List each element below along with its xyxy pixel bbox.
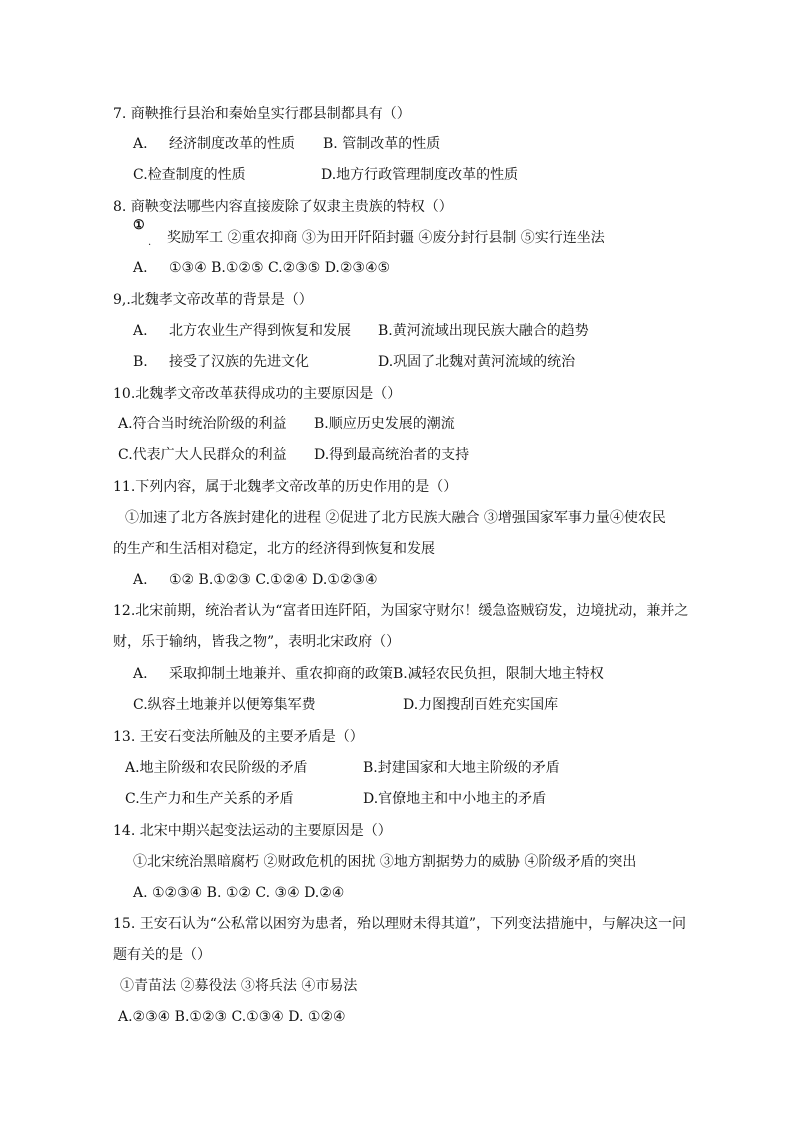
question-7-option-d: D.地方行政管理制度改革的性质 [321,167,519,183]
question-8-item-dot: . [148,237,152,248]
question-13-option-d: D.官僚地主和中小地主的矛盾 [363,791,547,807]
question-7-option-b: B. 管制改革的性质 [323,136,441,152]
question-14-stem: 14. 北宋中期兴起变法运动的主要原因是（） [113,823,392,839]
question-8-option-a-label: A. [133,260,148,276]
question-9-option-b: B.黄河流域出现民族大融合的趋势 [378,323,589,339]
question-13-options-row-1 [125,758,725,778]
question-8-stem: 8. 商鞅变法哪些内容直接废除了奴隶主贵族的特权（） [113,199,453,215]
question-9-option-a-text: 北方农业生产得到恢复和发展 [169,323,351,339]
question-13-option-c: C.生产力和生产关系的矛盾 [125,791,294,807]
question-10-option-a: A.符合当时统治阶级的利益 [118,416,287,432]
question-10-option-c: C.代表广大人民群众的利益 [118,447,287,463]
question-9-options-row-1 [133,321,733,341]
question-12-option-a-label: A. [133,666,148,682]
question-14-items: ①北宋统治黑暗腐朽 ②财政危机的困扰 ③地方割据势力的威胁 ④阶级矛盾的突出 [133,854,637,870]
question-11-options: ①② B.①②③ C.①②④ D.①②③④ [169,572,378,588]
question-15-items: ①青苗法 ②募役法 ③将兵法 ④市易法 [120,978,358,994]
question-15-stem-line-2: 题有关的是（） [113,947,211,963]
question-11-option-a-label: A. [133,572,148,588]
question-15-options: A.②③④ B.①②③ C.①③④ D. ①②④ [118,1009,346,1025]
question-13-option-a: A.地主阶级和农民阶级的矛盾 [125,760,308,776]
question-9-options-row-2 [133,352,733,372]
question-8-item-marker: ① [133,218,145,233]
question-8-options-row [133,258,733,278]
question-11-stem: 11.下列内容，属于北魏孝文帝改革的历史作用的是（） [113,479,458,495]
question-12-stem-line-2: 财，乐于输纳，皆我之物”，表明北宋政府（） [113,634,401,650]
question-11-items-line-2: 的生产和生活相对稳定，北方的经济得到恢复和发展 [113,541,435,557]
question-10-options-row-2 [118,445,718,465]
question-12-option-b: B.减轻农民负担，限制大地主特权 [393,666,604,682]
question-15-stem-line-1: 15. 王安石认为“公私常以困穷为患者，殆以理财未得其道”，下列变法措施中，与解决这一问 [113,916,687,932]
question-9-stem: 9,.北魏孝文帝改革的背景是（） [113,292,313,308]
question-11-items-line-1: ①加速了北方各族封建化的进程 ②促进了北方民族大融合 ③增强国家军事力量④使农民 [125,510,666,526]
question-7-stem: 7. 商鞅推行县治和秦始皇实行郡县制都具有（） [113,106,411,122]
question-7-option-a-text: 经济制度改革的性质 [169,136,295,152]
question-7-option-c: C.检查制度的性质 [133,167,246,183]
question-10-stem: 10.北魏孝文帝改革获得成功的主要原因是（） [113,386,402,402]
question-12-options-row-1 [133,664,733,684]
question-12-stem-line-1: 12.北宋前期，统治者认为“富者田连阡陌，为国家守财尔！缓急盗贼窃发，边境扰动，兼并之 [113,603,689,619]
question-10-option-b: B.顺应历史发展的潮流 [314,416,455,432]
question-8-items: 奖励军工 ②重农抑商 ③为田开阡陌封疆 ④废分封行县制 ⑤实行连坐法 [167,230,605,246]
question-12-options-row-2 [133,695,733,715]
question-10-options-row-1 [118,414,718,434]
question-14-options: A. ①②③④ B. ①② C. ③④ D.②④ [133,885,345,901]
question-7-option-a-label: A. [133,136,148,152]
question-12-option-c: C.纵容土地兼并以便筹集军费 [133,697,316,713]
question-9-option-b-label: B. [133,354,148,370]
question-11-options-row [133,570,733,590]
question-7-options-row-2 [133,165,733,185]
question-10-option-d: D.得到最高统治者的支持 [314,447,470,463]
question-13-options-row-2 [125,789,725,809]
question-7-options-row-1 [133,134,733,154]
question-9-option-b-text: 接受了汉族的先进文化 [169,354,309,370]
question-12-option-a-text: 采取抑制土地兼并、重农抑商的政策 [169,666,393,682]
question-9-option-a-label: A. [133,323,148,339]
question-13-stem: 13. 王安石变法所触及的主要矛盾是（） [113,729,364,745]
question-13-option-b: B.封建国家和大地主阶级的矛盾 [363,760,560,776]
question-8-options: ①③④ B.①②⑤ C.②③⑤ D.②③④⑤ [169,260,391,276]
question-9-option-d: D.巩固了北魏对黄河流域的统治 [378,354,576,370]
question-12-option-d: D.力图搜刮百姓充实国库 [403,697,559,713]
